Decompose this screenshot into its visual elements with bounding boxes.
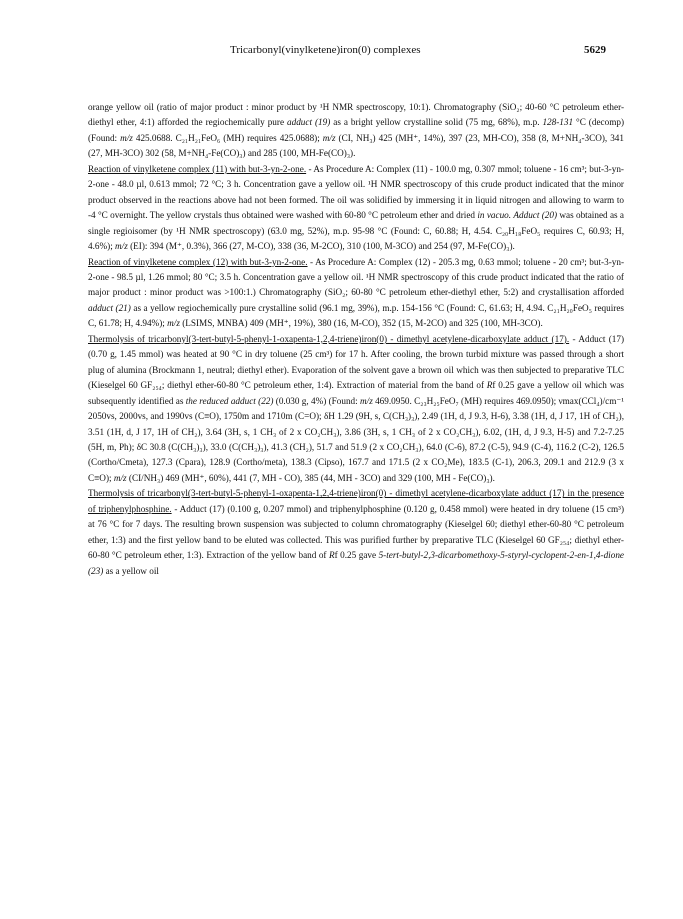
- text-run: - As Procedure A: Complex (12) - 205.3 mg, 0.63 mmol; toluene - 20 cm³; but-3-yn-2-one - 98.5 µl, 1.26 mmol; 80 °C; 3.5 h. Concentration gave a yellow oil. ¹H NMR spectroscopy of this crude product indicated that the ratio of major product : minor product was >100:1.) Chromatography (SiO₂; 60-80 °C petroleum ether-diethyl ether, 5:2) and crystallisation afforded: [88, 256, 624, 298]
- text-run: as a yellow regiochemically pure crystalline solid (96.1 mg, 39%), m.p. 154-156 °C (Found: C, 61.63; H, 4.94. C₂₁H₂₀FeO₅ requires C, 61.78; H, 4.94%);: [88, 302, 625, 329]
- text-run: °C (decomp) (Found:: [88, 117, 624, 143]
- text-run: (0.030 g, 4%) (Found:: [273, 395, 360, 406]
- paragraph-continuation: [88, 100, 624, 162]
- paragraph-thermolysis-17: [88, 332, 624, 487]
- running-head: [0, 44, 683, 60]
- section-heading: Reaction of vinylketene complex (12) with but-3-yn-2-one.: [88, 256, 308, 267]
- text-run: orange yellow oil (ratio of major product : minor product by ¹H NMR spectroscopy, 10:1). Chromatography (SiO₂; 40-60 °C petroleum ether-diethyl ether, 4:1) afforded the regiochemically pure: [88, 102, 624, 128]
- section-heading: Thermolysis of tricarbonyl(3-tert-butyl-5-phenyl-1-oxapenta-1,2,4-triene)iron(0) - dimethyl acetylene-dicarboxylate adduct (17).: [88, 333, 570, 344]
- text-run: 469.0950. C₂₃H₂₅FeO₇ (MH) requires 469.0950); νmax(CCl₄)/cm⁻¹ 2050vs, 2000vs, and 1990vs (C≡O), 1750m and 1710m (C=O); δH 1.29 (9H, s, C(CH₃)₃), 2.49 (1H, d, J 9.3, H-6), 3.38 (1H, d, J 17, 1H of CH₂), 3.51 (1H, d, J 17, 1H of CH₂), 3.64 (3H, s, 1 CH₃ of 2 x CO₂CH₃), 3.86 (3H, s, 1 CH₃ of 2 x CO₂CH₃), 6.02, (1H, d, J 9.3, H-5) and 7.2-7.25 (5H, m, Ph); δC 30.8 (C(CH₃)₃), 33.0 (C(CH₃)₃), 41.3 (CH₂), 51.7 and 51.9 (2 x CO₂CH₃), 64.0 (C-6), 87.2 (C-5), 94.9 (C-4), 116.2 (C-2), 126.5 (Cortho/Cmeta), 127.3 (Cpara), 128.9 (Cortho/meta), 138.3 (Cipso), 167.7 and 171.5 (2 x CO₂Me), 183.5 (C-1), 206.3, 209.1 and 212.9 (3 x C≡O);: [88, 395, 624, 483]
- text-run: - Adduct (17) (0.100 g, 0.207 mmol) and triphenylphosphine (0.120 g, 0.458 mmol) were heated in dry toluene (15 cm³) at 76 °C for 7 days. The resulting brown suspension was subjected to column chromatography (Kieselgel 60; diethyl ether-60-80 °C petroleum ether, 1:3) and the first yellow band to be eluted was collected. This was purified further by preparative TLC (Kieselgel 60 GF₂₅₄; diethyl ether-60-80 °C petroleum ether, 1:3). Extraction of the yellow band of: [88, 503, 624, 561]
- text-run: as a bright yellow crystalline solid (75 mg, 68%), m.p.: [330, 117, 543, 128]
- text-run: R: [328, 550, 335, 561]
- section-heading: Reaction of vinylketene complex (11) with but-3-yn-2-one.: [88, 163, 307, 174]
- text-run: m/z: [360, 395, 373, 406]
- running-head-title: Tricarbonyl(vinylketene)iron(0) complexes: [230, 44, 421, 56]
- text-run: m/z: [167, 318, 180, 329]
- text-run: (LSIMS, MNBA) 409 (MH⁺, 19%), 380 (16, M-CO), 352 (15, M-2CO) and 325 (100, MH-3CO).: [179, 318, 543, 329]
- text-run: 5-tert-butyl-2,3-dicarbomethoxy-5-styryl-cyclopent-2-en-1,4-dione (23): [88, 550, 624, 576]
- text-run: was obtained as a single regioisomer (by ¹H NMR spectroscopy) (63.0 mg, 52%), m.p. 95-98 °C (Found: C, 60.88; H, 4.54. C₂₀H₁₈FeO₅ requires C, 60.93; H, 4.6%);: [88, 210, 624, 252]
- text-run: f 0.25 gave: [334, 550, 379, 561]
- text-run: (EI): 394 (M⁺, 0.3%), 366 (27, M-CO), 338 (36, M-2CO), 310 (100, M-3CO) and 254 (97, M-Fe(CO)₃).: [127, 241, 515, 252]
- text-run: m/z: [322, 132, 336, 143]
- text-run: m/z: [113, 472, 127, 483]
- text-run: 128-131: [542, 117, 574, 128]
- text-run: as a yellow oil: [103, 565, 159, 576]
- text-run: adduct (21): [88, 302, 131, 313]
- text-run: Adduct (20): [513, 210, 558, 221]
- text-run: the reduced adduct (22): [185, 395, 274, 406]
- page-number: 5629: [584, 44, 606, 56]
- text-run: f 0.25 gave a yellow oil which was subsequently identified as: [88, 380, 624, 406]
- text-run: in vacuo.: [477, 210, 512, 221]
- text-run: - As Procedure A: Complex (11) - 100.0 mg, 0.307 mmol; toluene - 16 cm³; but-3-yn-2-one - 48.0 µl, 0.613 mmol; 72 °C; 3 h. Concentration gave a yellow oil. ¹H NMR spectroscopy of this crude product indicated that the minor product observed in the reactions above had not been formed. The oil was solidified by immersing it in liquid nitrogen and allowing to warm to -4 °C overnight. The yellow crystals thus obtained were washed with 60-80 °C petroleum ether and dried: [88, 163, 624, 221]
- paragraph-reaction-11: [88, 162, 624, 255]
- text-run: m/z: [115, 241, 128, 252]
- text-run: 425.0688. C₂₁H₂₁FeO₆ (MH) requires 425.0688);: [132, 132, 323, 143]
- paragraph-reaction-12: [88, 255, 624, 332]
- text-run: (CI, NH₃) 425 (MH⁺, 14%), 397 (23, MH-CO), 358 (8, M+NH₄-3CO), 341 (27, MH-3CO) 302 (58, M+NH₄-Fe(CO)₃) and 285 (100, MH-Fe(CO)₃).: [88, 132, 624, 159]
- text-run: m/z: [120, 132, 133, 143]
- paragraph-thermolysis-17-pph3: [88, 486, 624, 579]
- text-run: R: [486, 380, 493, 391]
- section-heading: Thermolysis of tricarbonyl(3-tert-butyl-5-phenyl-1-oxapenta-1,2,4-triene)iron(0) - dimethyl acetylene-dicarboxylate adduct (17) in the presence of triphenylphosphine.: [88, 488, 624, 514]
- text-run: adduct (19): [287, 117, 331, 128]
- text-run: (CI/NH₃) 469 (MH⁺, 60%), 441 (7, MH - CO), 385 (44, MH - 3CO) and 329 (100, MH - Fe(CO)₃).: [126, 472, 495, 483]
- body-text: [88, 100, 624, 579]
- text-run: - Adduct (17) (0.70 g, 1.45 mmol) was heated at 90 °C in dry toluene (25 cm³) for 17 h. After cooling, the brown turbid mixture was passed through a short plug of alumina (Brockmann 1, neutral; diethyl ether). Evaporation of the solvent gave a brown oil which was then subjected to preparative TLC (Kieselgel 60 GF₂₅₄; diethyl ether-60-80 °C petroleum ether, 1:4). Extraction of material from the band of: [88, 333, 625, 391]
